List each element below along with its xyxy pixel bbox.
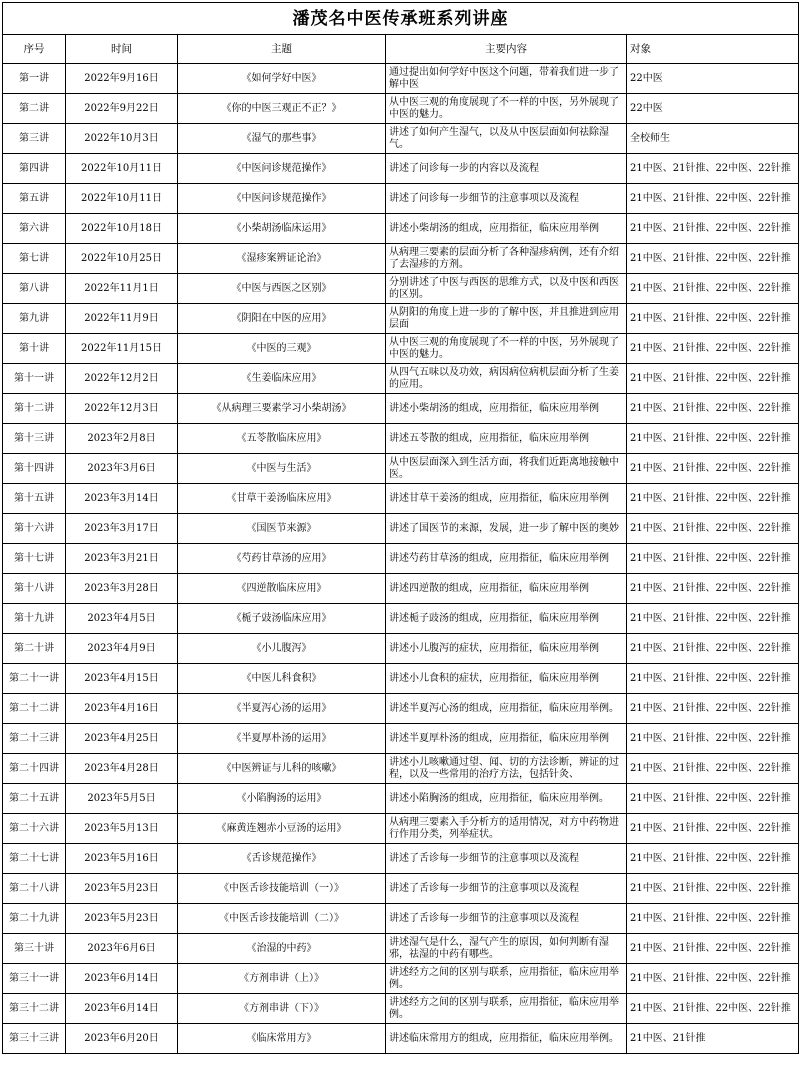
table-row: [3, 1024, 799, 1054]
cell-topic: 《方剂串讲（上）》: [178, 964, 386, 994]
cell-topic: 《阴阳在中医的应用》: [178, 304, 386, 334]
cell-audience: 21中医、21针推、22中医、22针推: [627, 784, 799, 814]
cell-number: 第十讲: [3, 334, 66, 364]
cell-content: 从四气五味以及功效，病因病位病机层面分析了生姜的应用。: [386, 364, 627, 394]
cell-topic: 《中医舌诊技能培训（一）》: [178, 874, 386, 904]
table-row: [3, 154, 799, 184]
table-row: [3, 124, 799, 154]
cell-audience: 21中医、21针推、22中医、22针推: [627, 964, 799, 994]
cell-date: 2023年4月28日: [66, 754, 178, 784]
table-row: [3, 814, 799, 844]
cell-topic: 《中医问诊规范操作》: [178, 184, 386, 214]
table-row: [3, 994, 799, 1024]
cell-date: 2023年6月14日: [66, 964, 178, 994]
cell-date: 2023年5月5日: [66, 784, 178, 814]
table-row: [3, 274, 799, 304]
cell-topic: 《中医问诊规范操作》: [178, 154, 386, 184]
cell-date: 2022年11月1日: [66, 274, 178, 304]
cell-topic: 《四逆散临床应用》: [178, 574, 386, 604]
cell-topic: 《方剂串讲（下）》: [178, 994, 386, 1024]
cell-number: 第二十六讲: [3, 814, 66, 844]
cell-content: 从阴阳的角度上进一步的了解中医，并且推进到应用层面: [386, 304, 627, 334]
table-row: [3, 184, 799, 214]
table-row: [3, 574, 799, 604]
cell-audience: 21中医、21针推、22中医、22针推: [627, 484, 799, 514]
table-row: [3, 874, 799, 904]
cell-audience: 21中医、21针推、22中医、22针推: [627, 634, 799, 664]
cell-date: 2022年12月3日: [66, 394, 178, 424]
cell-date: 2023年6月20日: [66, 1024, 178, 1054]
cell-date: 2023年5月23日: [66, 904, 178, 934]
cell-audience: 21中医、21针推、22中医、22针推: [627, 154, 799, 184]
table-row: [3, 64, 799, 94]
cell-topic: 《小柴胡汤临床运用》: [178, 214, 386, 244]
cell-number: 第二十一讲: [3, 664, 66, 694]
cell-content: 讲述临床常用方的组成，应用指征，临床应用举例。: [386, 1024, 627, 1054]
cell-audience: 21中医、21针推、22中医、22针推: [627, 574, 799, 604]
cell-number: 第三十三讲: [3, 1024, 66, 1054]
cell-audience: 21中医、21针推、22中医、22针推: [627, 994, 799, 1024]
cell-date: 2023年5月23日: [66, 874, 178, 904]
cell-audience: 21中医、21针推、22中医、22针推: [627, 304, 799, 334]
table-row: [3, 604, 799, 634]
cell-number: 第十四讲: [3, 454, 66, 484]
cell-audience: 21中医、21针推、22中医、22针推: [627, 874, 799, 904]
cell-number: 第十七讲: [3, 544, 66, 574]
table-row: [3, 514, 799, 544]
cell-number: 第七讲: [3, 244, 66, 274]
cell-content: 讲述小陷胸汤的组成，应用指征，临床应用举例。: [386, 784, 627, 814]
cell-content: 从中医层面深入到生活方面，将我们近距离地接触中医。: [386, 454, 627, 484]
table-row: [3, 724, 799, 754]
cell-content: 讲述了问诊每一步的内容以及流程: [386, 154, 627, 184]
cell-number: 第二十讲: [3, 634, 66, 664]
cell-date: 2022年12月2日: [66, 364, 178, 394]
cell-content: 讲述甘草干姜汤的组成，应用指征，临床应用举例: [386, 484, 627, 514]
cell-topic: 《从病理三要素学习小柴胡汤》: [178, 394, 386, 424]
cell-topic: 《舌诊规范操作》: [178, 844, 386, 874]
cell-content: 讲述栀子豉汤的组成，应用指征，临床应用举例: [386, 604, 627, 634]
cell-date: 2023年4月25日: [66, 724, 178, 754]
cell-number: 第一讲: [3, 64, 66, 94]
cell-number: 第十八讲: [3, 574, 66, 604]
cell-date: 2023年3月6日: [66, 454, 178, 484]
table-row: [3, 934, 799, 964]
table-row: [3, 754, 799, 784]
cell-topic: 《中医辨证与儿科的咳嗽》: [178, 754, 386, 784]
cell-number: 第三讲: [3, 124, 66, 154]
cell-content: 讲述经方之间的区别与联系，应用指征，临床应用举例。: [386, 994, 627, 1024]
cell-number: 第二十七讲: [3, 844, 66, 874]
cell-date: 2022年10月3日: [66, 124, 178, 154]
cell-audience: 21中医、21针推、22中医、22针推: [627, 814, 799, 844]
cell-audience: 21中医、21针推、22中医、22针推: [627, 544, 799, 574]
cell-audience: 21中医、21针推、22中医、22针推: [627, 394, 799, 424]
cell-topic: 《湿疹案辨证论治》: [178, 244, 386, 274]
header-date: 时间: [66, 35, 178, 64]
cell-content: 讲述小柴胡汤的组成，应用指征，临床应用举例: [386, 394, 627, 424]
cell-topic: 《芍药甘草汤的应用》: [178, 544, 386, 574]
cell-number: 第九讲: [3, 304, 66, 334]
cell-content: 讲述湿气是什么，湿气产生的原因，如何判断有湿邪，祛湿的中药有哪些。: [386, 934, 627, 964]
cell-topic: 《小陷胸汤的运用》: [178, 784, 386, 814]
table-row: [3, 244, 799, 274]
cell-number: 第四讲: [3, 154, 66, 184]
cell-audience: 21中医、21针推、22中医、22针推: [627, 514, 799, 544]
cell-date: 2023年6月6日: [66, 934, 178, 964]
cell-date: 2022年9月16日: [66, 64, 178, 94]
table-row: [3, 664, 799, 694]
cell-number: 第二十八讲: [3, 874, 66, 904]
cell-content: 从中医三观的角度展现了不一样的中医，另外展现了中医的魅力。: [386, 94, 627, 124]
cell-content: 讲述小柴胡汤的组成，应用指征，临床应用举例: [386, 214, 627, 244]
cell-audience: 21中医、21针推、22中医、22针推: [627, 184, 799, 214]
cell-audience: 21中医、21针推、22中医、22针推: [627, 334, 799, 364]
page-title: 潘茂名中医传承班系列讲座: [3, 3, 799, 35]
document-page: [2, 2, 798, 1054]
cell-topic: 《国医节来源》: [178, 514, 386, 544]
cell-topic: 《中医儿科食积》: [178, 664, 386, 694]
cell-number: 第二十三讲: [3, 724, 66, 754]
cell-audience: 21中医、21针推、22中医、22针推: [627, 694, 799, 724]
cell-date: 2023年5月16日: [66, 844, 178, 874]
cell-date: 2022年11月15日: [66, 334, 178, 364]
cell-audience: 22中医: [627, 64, 799, 94]
cell-content: 通过提出如何学好中医这个问题，带着我们进一步了解中医: [386, 64, 627, 94]
cell-audience: 21中医、21针推、22中医、22针推: [627, 724, 799, 754]
header-audience: 对象: [627, 35, 799, 64]
cell-topic: 《临床常用方》: [178, 1024, 386, 1054]
table-row: [3, 904, 799, 934]
cell-topic: 《如何学好中医》: [178, 64, 386, 94]
header-content: 主要内容: [386, 35, 627, 64]
cell-date: 2022年10月11日: [66, 184, 178, 214]
cell-number: 第二十五讲: [3, 784, 66, 814]
table-header-row: [3, 35, 799, 64]
cell-content: 从病理三要素入手分析方的适用情况，对方中药物进行作用分类，列举症状。: [386, 814, 627, 844]
cell-date: 2023年3月21日: [66, 544, 178, 574]
cell-audience: 21中医、21针推、22中医、22针推: [627, 844, 799, 874]
cell-number: 第三十一讲: [3, 964, 66, 994]
table-row: [3, 784, 799, 814]
cell-topic: 《半夏泻心汤的运用》: [178, 694, 386, 724]
table-row: [3, 334, 799, 364]
cell-content: 讲述了国医节的来源，发展，进一步了解中医的奥妙: [386, 514, 627, 544]
cell-content: 讲述经方之间的区别与联系，应用指征，临床应用举例。: [386, 964, 627, 994]
cell-topic: 《湿气的那些事》: [178, 124, 386, 154]
cell-content: 讲述了如何产生湿气，以及从中医层面如何祛除湿气。: [386, 124, 627, 154]
cell-content: 讲述半夏厚朴汤的组成，应用指征，临床应用举例: [386, 724, 627, 754]
cell-number: 第十五讲: [3, 484, 66, 514]
cell-number: 第二十九讲: [3, 904, 66, 934]
cell-content: 讲述小儿腹泻的症状，应用指征，临床应用举例: [386, 634, 627, 664]
cell-topic: 《生姜临床应用》: [178, 364, 386, 394]
cell-content: 讲述小儿咳嗽通过望、闻、切的方法诊断，辨证的过程，以及一些常用的治疗方法，包括针灸、: [386, 754, 627, 784]
cell-number: 第二讲: [3, 94, 66, 124]
cell-topic: 《栀子豉汤临床应用》: [178, 604, 386, 634]
cell-date: 2022年10月11日: [66, 154, 178, 184]
cell-content: 从病理三要素的层面分析了各种湿疹病例，还有介绍了去湿疹的方剂。: [386, 244, 627, 274]
cell-content: 从中医三观的角度展现了不一样的中医，另外展现了中医的魅力。: [386, 334, 627, 364]
table-row: [3, 214, 799, 244]
cell-topic: 《甘草干姜汤临床应用》: [178, 484, 386, 514]
cell-topic: 《中医与西医之区别》: [178, 274, 386, 304]
cell-audience: 21中医、21针推、22中医、22针推: [627, 754, 799, 784]
table-row: [3, 94, 799, 124]
cell-audience: 21中医、21针推、22中医、22针推: [627, 934, 799, 964]
cell-content: 讲述了舌诊每一步细节的注意事项以及流程: [386, 874, 627, 904]
cell-date: 2023年4月5日: [66, 604, 178, 634]
cell-topic: 《半夏厚朴汤的运用》: [178, 724, 386, 754]
cell-content: 讲述了舌诊每一步细节的注意事项以及流程: [386, 904, 627, 934]
table-row: [3, 694, 799, 724]
cell-content: 讲述芍药甘草汤的组成，应用指征，临床应用举例: [386, 544, 627, 574]
cell-date: 2022年9月22日: [66, 94, 178, 124]
cell-number: 第十一讲: [3, 364, 66, 394]
cell-date: 2023年6月14日: [66, 994, 178, 1024]
cell-date: 2023年3月14日: [66, 484, 178, 514]
cell-audience: 21中医、21针推、22中医、22针推: [627, 424, 799, 454]
cell-topic: 《你的中医三观正不正？》: [178, 94, 386, 124]
cell-date: 2023年3月28日: [66, 574, 178, 604]
cell-number: 第三十讲: [3, 934, 66, 964]
cell-date: 2022年11月9日: [66, 304, 178, 334]
cell-number: 第二十四讲: [3, 754, 66, 784]
cell-date: 2022年10月25日: [66, 244, 178, 274]
cell-number: 第十九讲: [3, 604, 66, 634]
cell-content: 讲述小儿食积的症状，应用指征，临床应用举例: [386, 664, 627, 694]
cell-audience: 21中医、21针推、22中医、22针推: [627, 274, 799, 304]
cell-content: 讲述了舌诊每一步细节的注意事项以及流程: [386, 844, 627, 874]
table-row: [3, 544, 799, 574]
cell-topic: 《中医与生活》: [178, 454, 386, 484]
table-body: [3, 64, 799, 1054]
cell-number: 第六讲: [3, 214, 66, 244]
lecture-table: [2, 2, 799, 1054]
table-row: [3, 634, 799, 664]
cell-audience: 21中医、21针推、22中医、22针推: [627, 364, 799, 394]
cell-content: 讲述四逆散的组成，应用指征，临床应用举例: [386, 574, 627, 604]
cell-content: 分别讲述了中医与西医的思维方式，以及中医和西医的区别。: [386, 274, 627, 304]
table-row: [3, 424, 799, 454]
cell-content: 讲述半夏泻心汤的组成，应用指征，临床应用举例。: [386, 694, 627, 724]
cell-topic: 《治湿的中药》: [178, 934, 386, 964]
cell-content: 讲述五苓散的组成，应用指征，临床应用举例: [386, 424, 627, 454]
cell-number: 第二十二讲: [3, 694, 66, 724]
cell-topic: 《中医舌诊技能培训（二）》: [178, 904, 386, 934]
cell-number: 第十三讲: [3, 424, 66, 454]
cell-number: 第三十二讲: [3, 994, 66, 1024]
cell-content: 讲述了问诊每一步细节的注意事项以及流程: [386, 184, 627, 214]
cell-topic: 《五苓散临床应用》: [178, 424, 386, 454]
cell-date: 2022年10月18日: [66, 214, 178, 244]
cell-date: 2023年4月9日: [66, 634, 178, 664]
table-row: [3, 364, 799, 394]
cell-date: 2023年4月15日: [66, 664, 178, 694]
header-topic: 主题: [178, 35, 386, 64]
cell-number: 第十六讲: [3, 514, 66, 544]
cell-audience: 21中医、21针推、22中医、22针推: [627, 604, 799, 634]
cell-audience: 21中医、21针推、22中医、22针推: [627, 454, 799, 484]
cell-audience: 22中医: [627, 94, 799, 124]
cell-date: 2023年2月8日: [66, 424, 178, 454]
cell-topic: 《小儿腹泻》: [178, 634, 386, 664]
table-row: [3, 964, 799, 994]
cell-topic: 《中医的三观》: [178, 334, 386, 364]
cell-audience: 全校师生: [627, 124, 799, 154]
cell-audience: 21中医、21针推、22中医、22针推: [627, 664, 799, 694]
cell-date: 2023年4月16日: [66, 694, 178, 724]
cell-audience: 21中医、21针推、22中医、22针推: [627, 904, 799, 934]
table-row: [3, 484, 799, 514]
cell-audience: 21中医、21针推、22中医、22针推: [627, 244, 799, 274]
cell-audience: 21中医、21针推、22中医、22针推: [627, 214, 799, 244]
cell-topic: 《麻黄连翘赤小豆汤的运用》: [178, 814, 386, 844]
cell-date: 2023年5月13日: [66, 814, 178, 844]
cell-number: 第五讲: [3, 184, 66, 214]
table-row: [3, 304, 799, 334]
cell-number: 第十二讲: [3, 394, 66, 424]
cell-number: 第八讲: [3, 274, 66, 304]
cell-date: 2023年3月17日: [66, 514, 178, 544]
table-row: [3, 844, 799, 874]
cell-audience: 21中医、21针推: [627, 1024, 799, 1054]
table-row: [3, 454, 799, 484]
header-number: 序号: [3, 35, 66, 64]
table-row: [3, 394, 799, 424]
